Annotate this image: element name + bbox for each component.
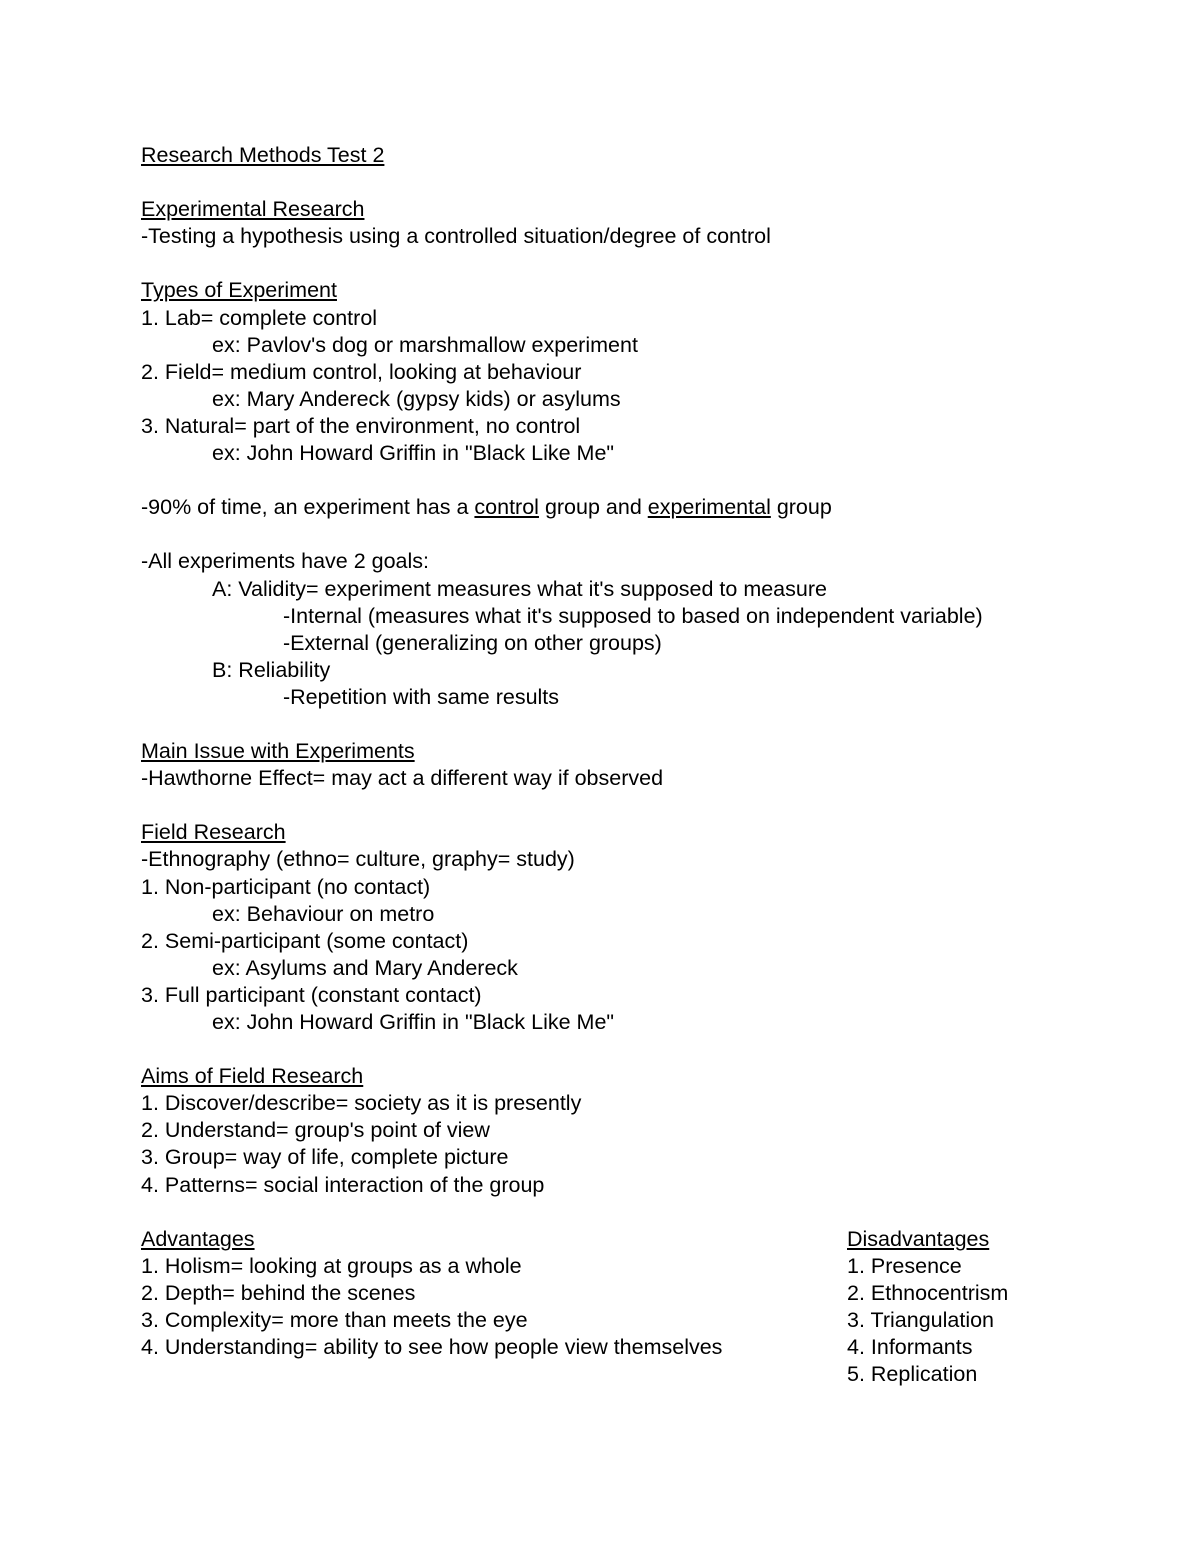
field-type-non-participant: 1. Non-participant (no contact): [141, 874, 431, 899]
field-research-heading: Field Research: [141, 820, 286, 845]
experiment-type-field-example: ex: Mary Andereck (gypsy kids) or asylums: [212, 386, 621, 411]
experimental-research-heading: Experimental Research: [141, 197, 365, 222]
spacer: [141, 1036, 1141, 1063]
goal-reliability: B: Reliability: [212, 657, 331, 682]
spacer: [141, 1199, 1141, 1226]
advantages-disadvantages-section: [141, 1226, 1141, 1387]
goal-validity-external: -External (generalizing on other groups): [283, 630, 662, 655]
spacer: [141, 467, 1141, 494]
document-title: Research Methods Test 2: [141, 143, 385, 167]
field-type-semi-participant: 2. Semi-participant (some contact): [141, 928, 469, 953]
experiment-type-field: 2. Field= medium control, looking at behaviour: [141, 359, 582, 384]
experiment-type-lab-example: ex: Pavlov's dog or marshmallow experiment: [212, 332, 638, 357]
hawthorne-effect-line: -Hawthorne Effect= may act a different way if observed: [141, 766, 664, 791]
advantage-item: 4. Understanding= ability to see how people view themselves: [141, 1335, 723, 1360]
disadvantage-item: 2. Ethnocentrism: [847, 1280, 1009, 1305]
disadvantage-item: 1. Presence: [847, 1253, 962, 1278]
field-type-non-participant-example: ex: Behaviour on metro: [212, 901, 435, 926]
ethnography-definition: -Ethnography (ethno= culture, graphy= study): [141, 847, 575, 872]
control-experimental-groups-line: [141, 494, 1141, 521]
spacer: [141, 250, 1141, 277]
types-of-experiment-heading: Types of Experiment: [141, 278, 337, 303]
spacer: [141, 711, 1141, 738]
advantage-item: 2. Depth= behind the scenes: [141, 1280, 416, 1305]
aim-item: 3. Group= way of life, complete picture: [141, 1145, 509, 1170]
advantage-item: 3. Complexity= more than meets the eye: [141, 1308, 528, 1333]
field-type-full-participant-example: ex: John Howard Griffin in "Black Like Me": [212, 1010, 615, 1034]
goals-intro: -All experiments have 2 goals:: [141, 549, 430, 574]
goal-validity-internal: -Internal (measures what it's supposed to based on independent variable): [283, 603, 983, 628]
goal-validity: A: Validity= experiment measures what it's supposed to measure: [212, 576, 827, 601]
advantages-heading: Advantages: [141, 1226, 255, 1251]
advantage-item: 1. Holism= looking at groups as a whole: [141, 1253, 522, 1278]
spacer: [141, 521, 1141, 548]
experimental-research-definition: -Testing a hypothesis using a controlled situation/degree of control: [141, 224, 771, 249]
control-term: control: [474, 495, 539, 520]
experiment-type-natural: 3. Natural= part of the environment, no control: [141, 413, 581, 438]
aims-heading: Aims of Field Research: [141, 1064, 364, 1089]
disadvantage-item: 3. Triangulation: [847, 1308, 995, 1333]
disadvantage-item: 5. Replication: [847, 1362, 978, 1387]
main-issue-heading: Main Issue with Experiments: [141, 739, 415, 764]
experiment-type-natural-example: ex: John Howard Griffin in "Black Like Me": [212, 441, 615, 466]
spacer: [141, 169, 1141, 196]
groups-text-suffix: group: [770, 495, 832, 520]
aim-item: 4. Patterns= social interaction of the group: [141, 1172, 545, 1197]
field-type-full-participant: 3. Full participant (constant contact): [141, 982, 482, 1007]
aim-item: 2. Understand= group's point of view: [141, 1118, 490, 1143]
spacer: [141, 792, 1141, 819]
groups-text-prefix: -90% of time, an experiment has a: [141, 495, 475, 520]
experimental-term: experimental: [647, 495, 771, 520]
aim-item: 1. Discover/describe= society as it is presently: [141, 1091, 582, 1116]
groups-text-middle: group and: [538, 495, 648, 520]
disadvantages-heading: Disadvantages: [847, 1226, 990, 1251]
document-page: [141, 142, 1141, 1387]
goal-reliability-repetition: -Repetition with same results: [283, 684, 560, 709]
disadvantage-item: 4. Informants: [847, 1335, 973, 1360]
advantages-column: [141, 1226, 841, 1361]
disadvantages-column: [847, 1226, 1008, 1389]
field-type-semi-participant-example: ex: Asylums and Mary Andereck: [212, 955, 518, 980]
experiment-type-lab: 1. Lab= complete control: [141, 305, 378, 330]
